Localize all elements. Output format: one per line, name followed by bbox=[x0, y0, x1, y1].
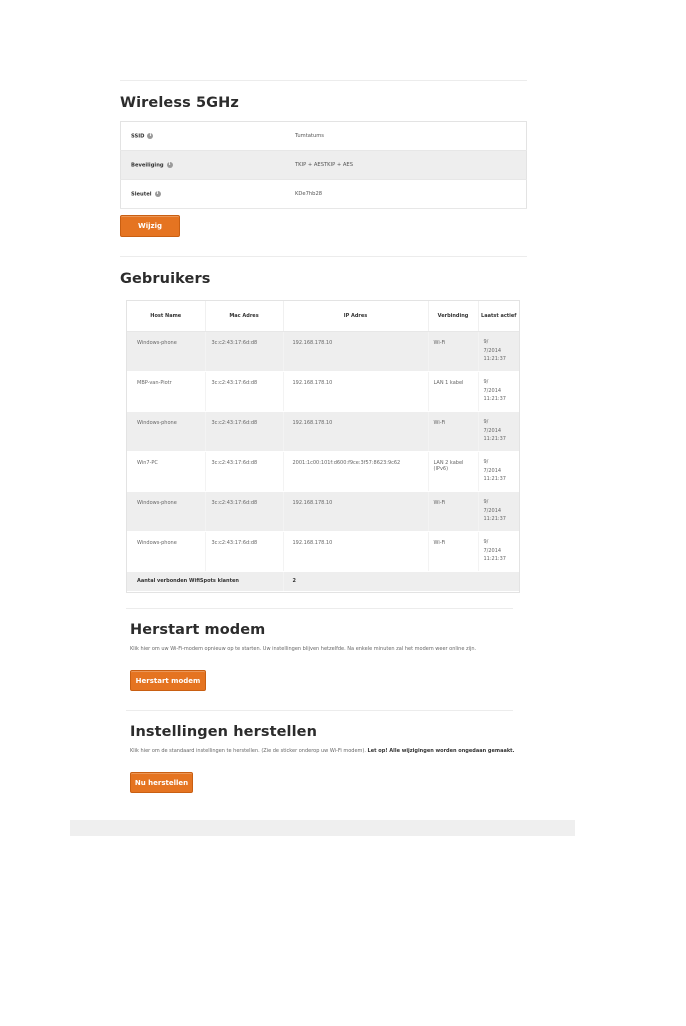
info-icon[interactable]: i bbox=[167, 162, 173, 168]
last-active-day: 9/ bbox=[483, 419, 489, 425]
users-header-row bbox=[127, 301, 519, 332]
last-active-date: 7/2014 bbox=[483, 507, 502, 514]
connection-cell: LAN 1 kabel bbox=[428, 372, 478, 412]
table-row bbox=[127, 412, 519, 452]
host-cell: Windows-phone bbox=[127, 332, 205, 372]
security-label: Beveiliging bbox=[131, 162, 164, 169]
table-row bbox=[127, 492, 519, 532]
last-active-day: 9/ bbox=[483, 539, 489, 545]
host-cell: Win7-PC bbox=[127, 452, 205, 492]
wireless-row-key bbox=[121, 180, 527, 209]
ssid-value: Tumtatums bbox=[294, 122, 527, 151]
reset-text: Klik hier om de standaard instellingen te herstellen. (Zie de sticker onderop uw Wi-Fi modem). bbox=[130, 748, 366, 754]
last-active-time: 11:21:37 bbox=[483, 436, 506, 442]
host-cell: Windows-phone bbox=[127, 532, 205, 572]
connection-cell: Wi-Fi bbox=[428, 492, 478, 532]
table-row bbox=[127, 532, 519, 572]
last-active-time: 11:21:37 bbox=[483, 516, 506, 522]
info-icon[interactable]: i bbox=[155, 191, 161, 197]
col-header-ip[interactable]: IP Adres bbox=[283, 301, 428, 332]
host-cell: Windows-phone bbox=[127, 412, 205, 452]
last-active-date: 7/2014 bbox=[483, 467, 502, 474]
last-active-day: 9/ bbox=[483, 499, 489, 505]
connected-clients-label: Aantal verbonden WifiSpots klanten bbox=[127, 572, 283, 592]
connected-clients-count: 2 bbox=[283, 572, 519, 592]
mac-cell: 3c:c2:43:17:6d:d8 bbox=[205, 372, 283, 412]
wireless-title: Wireless 5GHz bbox=[120, 95, 239, 111]
mac-cell: 3c:c2:43:17:6d:d8 bbox=[205, 492, 283, 532]
col-header-last-active[interactable]: Laatst actief bbox=[478, 301, 519, 332]
host-cell: Windows-phone bbox=[127, 492, 205, 532]
last-active-day: 9/ bbox=[483, 459, 489, 465]
last-active-date: 7/2014 bbox=[483, 547, 502, 554]
connection-cell: Wi-Fi bbox=[428, 532, 478, 572]
restart-description: Klik hier om uw Wi-Fi-modem opnieuw op te starten. Uw instellingen blijven hetzelfde. Na enkele minuten zal het modem weer online zijn. bbox=[130, 646, 477, 652]
col-header-host[interactable]: Host Name bbox=[127, 301, 205, 332]
ip-cell: 192.168.178.10 bbox=[283, 532, 428, 572]
connection-cell: LAN 2 kabel (IPv6) bbox=[428, 452, 478, 492]
wireless-row-security bbox=[121, 151, 527, 180]
restart-title: Herstart modem bbox=[130, 622, 266, 638]
last-active-cell bbox=[478, 332, 519, 372]
last-active-cell bbox=[478, 452, 519, 492]
last-active-cell bbox=[478, 412, 519, 452]
divider bbox=[126, 608, 513, 609]
table-row bbox=[127, 332, 519, 372]
ip-cell: 2001:1c00:101f:d600:f9ce:3f57:8623:9c62 bbox=[283, 452, 428, 492]
table-row bbox=[127, 452, 519, 492]
ssid-label: SSID bbox=[131, 133, 145, 140]
last-active-date: 7/2014 bbox=[483, 347, 502, 354]
key-label: Sleutel bbox=[131, 191, 152, 198]
users-title: Gebruikers bbox=[120, 271, 211, 287]
last-active-day: 9/ bbox=[483, 339, 489, 345]
connection-cell: Wi-Fi bbox=[428, 332, 478, 372]
last-active-day: 9/ bbox=[483, 379, 489, 385]
mac-cell: 3c:c2:43:17:6d:d8 bbox=[205, 332, 283, 372]
last-active-time: 11:21:37 bbox=[483, 556, 506, 562]
mac-cell: 3c:c2:43:17:6d:d8 bbox=[205, 452, 283, 492]
mac-cell: 3c:c2:43:17:6d:d8 bbox=[205, 532, 283, 572]
last-active-time: 11:21:37 bbox=[483, 356, 506, 362]
last-active-date: 7/2014 bbox=[483, 387, 502, 394]
info-icon[interactable]: i bbox=[147, 133, 153, 139]
footer-bar bbox=[70, 820, 575, 836]
reset-title: Instellingen herstellen bbox=[130, 724, 318, 740]
table-row bbox=[127, 372, 519, 412]
divider bbox=[126, 710, 513, 711]
last-active-time: 11:21:37 bbox=[483, 396, 506, 402]
col-header-connection[interactable]: Verbinding bbox=[428, 301, 478, 332]
key-value: KDe7hb28 bbox=[294, 180, 527, 209]
col-header-mac[interactable]: Mac Adres bbox=[205, 301, 283, 332]
mac-cell: 3c:c2:43:17:6d:d8 bbox=[205, 412, 283, 452]
wireless-row-ssid bbox=[121, 122, 527, 151]
users-footer-row bbox=[127, 572, 519, 592]
last-active-cell bbox=[478, 532, 519, 572]
ip-cell: 192.168.178.10 bbox=[283, 492, 428, 532]
last-active-cell bbox=[478, 372, 519, 412]
reset-warning: Let op! Alle wijzigingen worden ongedaan gemaakt. bbox=[367, 748, 515, 754]
reset-now-button[interactable]: Nu herstellen bbox=[130, 772, 193, 793]
last-active-time: 11:21:37 bbox=[483, 476, 506, 482]
ip-cell: 192.168.178.10 bbox=[283, 412, 428, 452]
edit-button[interactable]: Wijzig bbox=[120, 215, 180, 237]
last-active-cell bbox=[478, 492, 519, 532]
ip-cell: 192.168.178.10 bbox=[283, 332, 428, 372]
wireless-table bbox=[120, 121, 527, 209]
reset-description bbox=[130, 747, 515, 755]
users-table bbox=[126, 300, 520, 593]
host-cell: MBP-van-Piotr bbox=[127, 372, 205, 412]
security-value: TKIP + AESTKIP + AES bbox=[294, 151, 527, 180]
restart-modem-button[interactable]: Herstart modem bbox=[130, 670, 206, 691]
connection-cell: Wi-Fi bbox=[428, 412, 478, 452]
ip-cell: 192.168.178.10 bbox=[283, 372, 428, 412]
divider bbox=[120, 80, 527, 81]
last-active-date: 7/2014 bbox=[483, 427, 502, 434]
divider bbox=[120, 256, 527, 257]
